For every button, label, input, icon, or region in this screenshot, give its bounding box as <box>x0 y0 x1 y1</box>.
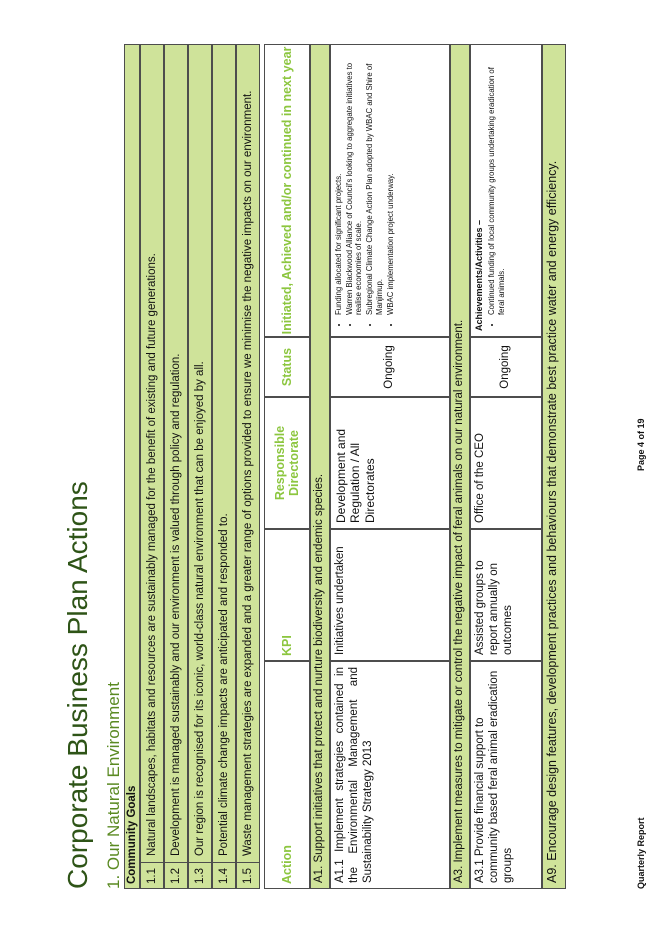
responsible-a1-1: Development and Regulation / All Directorates <box>330 397 450 529</box>
header-initiated: Initiated, Achieved and/or continued in next year <box>264 44 310 337</box>
footer-page-number: Page 4 of 19 <box>636 418 646 471</box>
goal-text: Natural landscapes, habitats and resources are sustainably managed for the benefit of existing and future generations. <box>146 253 158 856</box>
header-status: Status <box>264 337 310 397</box>
goal-number: 1.3 <box>189 862 211 888</box>
note-item: • WBAC implementation project underway. <box>386 50 396 315</box>
footer-report-name: Quarterly Report <box>636 817 646 889</box>
goal-text: Waste management strategies are expanded and a greater range of options provided to ensure we minimise the negative impacts on our environment. <box>242 90 254 856</box>
goal-number: 1.5 <box>237 862 259 888</box>
note-item: • Subregional Climate Change Action Plan adopted by WBAC and Shire of Manjimup. <box>365 50 384 315</box>
note-item: • Warren Blackwood Alliance of Council's looking to aggregate initiatives to realise economies of scale. <box>345 50 364 315</box>
goal-text: Our region is recognised for its iconic, world-class natural environment that can be enjoyed by all. <box>194 361 206 856</box>
goal-row <box>212 44 236 889</box>
notes-a1-1 <box>330 44 450 337</box>
goal-row <box>164 44 188 889</box>
action-a1-1: A1.1 Implement strategies contained in the Environmental Management and Sustainability Strategy 2013 <box>330 661 450 889</box>
note-item: • Continued funding of local community groups undertaking eradication of feral animals. <box>487 50 506 315</box>
header-kpi: KPI <box>264 529 310 661</box>
goal-number: 1.4 <box>213 862 235 888</box>
page-title: Corporate Business Plan Actions <box>62 481 93 889</box>
kpi-a1-1: Initiatives undertaken <box>330 529 450 661</box>
responsible-a3-1: Office of the CEO <box>470 397 542 529</box>
community-goals-header: Community Goals <box>124 44 140 889</box>
action-group-a9: A9. Encourage design features, development practices and behaviours that demonstrate best practice water and energy efficiency. <box>542 44 566 889</box>
header-responsible: Responsible Directorate <box>264 397 310 529</box>
achievements-heading: Achievements/Activities – <box>474 219 484 331</box>
action-a3-1: A3.1 Provide financial support to community based feral animal eradication groups <box>470 661 542 889</box>
status-a1-1: Ongoing <box>330 337 450 397</box>
goal-text: Potential climate change impacts are anticipated and responded to. <box>218 513 230 856</box>
goal-row <box>140 44 164 889</box>
kpi-a3-1: Assisted groups to report annually on outcomes <box>470 529 542 661</box>
goal-text: Development is managed sustainably and our environment is valued through policy and regulation. <box>170 353 182 856</box>
goal-row <box>236 44 260 889</box>
header-action: Action <box>264 661 310 889</box>
goal-number: 1.1 <box>141 862 163 888</box>
section-heading: 1. Our Natural Environment <box>104 682 123 889</box>
note-item: • Funding allocated for significant projects. <box>334 50 344 315</box>
goal-number: 1.2 <box>165 862 187 888</box>
status-a3-1: Ongoing <box>470 337 542 397</box>
goal-row <box>188 44 212 889</box>
action-group-a1: A1. Support initiatives that protect and nurture biodiversity and endemic species. <box>310 44 330 889</box>
action-group-a3: A3. Implement measures to mitigate or control the negative impact of feral animals on our natural environment. <box>450 44 470 889</box>
notes-a3-1 <box>470 44 542 337</box>
